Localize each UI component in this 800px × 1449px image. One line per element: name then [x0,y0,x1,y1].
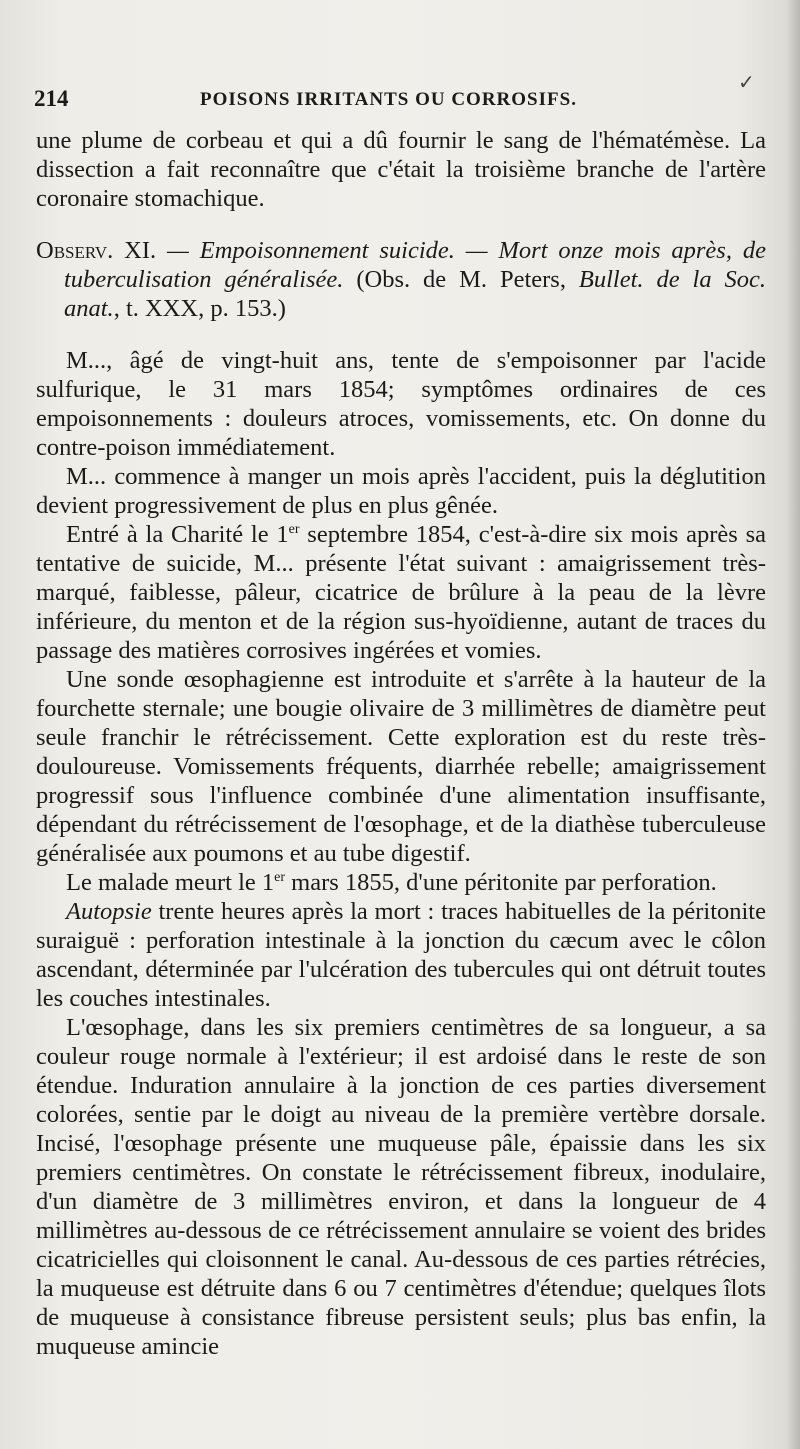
paragraph-part: Entré à la Charité le 1 [66,521,289,548]
paragraph [36,897,766,1013]
margin-mark: ✓ [738,70,755,94]
page-header [34,70,764,116]
paragraph [36,520,766,665]
observation-ref-journal: Bullet. de la Soc. anat. [64,266,766,322]
autopsy-label: Autopsie [66,898,152,925]
observation-title: — Empoisonnement suicide. — Mort onze mois après, de tuberculisation généralisée. [64,237,766,293]
paragraph-part: septembre 1854, c'est-à-dire six mois après sa tentative de suicide, M... présente l'état suivant : amaigrissement très-marqué, faiblesse, pâleur, cicatrice de brûlure à la peau de la lèvre inférieure, du menton et de la région sus-hyoïdienne, autant de traces du passage des matières corrosives ingérées et vomies. [36,521,766,664]
paragraph-part: trente heures après la mort : traces habituelles de la péritonite suraiguë : perforation intestinale à la jonction du cæcum avec le côlon ascendant, déterminée par l'ulcération des tubercules qui ont détruit toutes les couches intestinales. [36,898,766,1012]
observation-ref-post: , t. XXX, p. 153.) [113,295,286,322]
paragraph-part: Le malade meurt le 1 [66,869,275,896]
observation-ref-pre: (Obs. de M. Peters, [343,266,579,293]
running-title: POISONS IRRITANTS OU CORROSIFS. [200,89,577,110]
paragraph-part: mars 1855, d'une péritonite par perforation. [285,869,717,896]
observation-heading [36,236,766,323]
page-number: 214 [34,86,69,111]
body-text [36,126,766,1361]
paragraph: Une sonde œsophagienne est introduite et s'arrête à la hauteur de la fourchette sternale; une bougie olivaire de 3 millimètres de diamètre peut seule franchir le rétrécissement. Cette exploration est du reste très-douloureuse. Vomissements fréquents, diarrhée rebelle; amaigrissement progressif sous l'influence combinée d'une alimentation insuffisante, dépendant du rétrécissement de l'œsophage, et de la diathèse tuberculeuse généralisée aux poumons et au tube digestif. [36,666,766,867]
page-edge-shadow [786,0,800,1449]
paragraph-continuation: une plume de corbeau et qui a dû fournir le sang de l'hématémèse. La dissection a fait reconnaître que c'était la troisième branche de l'artère coronaire stomachique. [36,127,766,212]
paragraph: M... commence à manger un mois après l'accident, puis la déglutition devient progressivement de plus en plus gênée. [36,463,766,519]
paragraph: M..., âgé de vingt-huit ans, tente de s'empoisonner par l'acide sulfurique, le 31 mars 1854; symptômes ordinaires de ces empoisonnements : douleurs atroces, vomissements, etc. On donne du contre-poison immédiatement. [36,347,766,461]
paragraph [36,868,766,897]
superscript: er [288,521,300,537]
paragraph: L'œsophage, dans les six premiers centimètres de sa longueur, a sa couleur rouge normale à l'extérieur; il est ardoisé dans le reste de son étendue. Induration annulaire à la jonction de ces parties diversement colorées, sentie par le doigt au niveau de la première vertèbre dorsale. Incisé, l'œsophage présente une muqueuse pâle, épaissie dans les six premiers centimètres. On constate le rétrécissement fibreux, inodulaire, d'un diamètre de 3 millimètres environ, et dans la longueur de 4 millimètres au-dessous de ce rétrécissement annulaire se voient des brides cicatricielles qui cloisonnent le canal. Au-dessous de ces parties rétrécies, la muqueuse est détruite dans 6 ou 7 centimètres d'étendue; quelques îlots de muqueuse à consistance fibreuse persistent seuls; plus bas enfin, la muqueuse amincie [36,1014,766,1360]
superscript: er [274,869,286,885]
observation-label: Observ. XI. [36,237,157,264]
